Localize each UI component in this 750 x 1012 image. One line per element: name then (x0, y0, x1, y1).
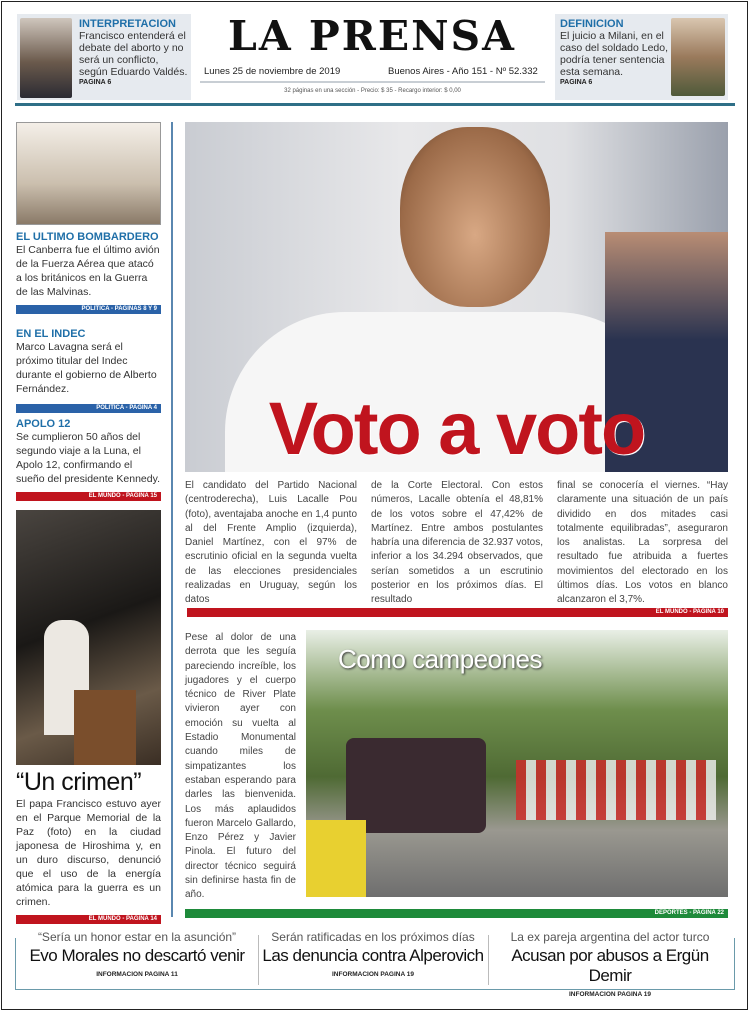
lectern (74, 690, 136, 765)
pope-headline: “Un crimen” (16, 768, 142, 796)
sidebar-heading: EN EL INDEC (16, 328, 86, 340)
bottom-page: INFORMACION PAGINA 19 (332, 971, 414, 978)
fans-flags (516, 760, 716, 820)
river-text: Pese al dolor de una derrota que les seguía pareciendo increíble, los jugadores y el cuerpo técnico de River Plate vivieron ayer con emoción su vuelta al Estadio Monumental cuando miles de simpatizantes los estaban esperando para darles las bienvenida. Los más aplaudidos fueron Marcelo Gallardo, Enzo Pérez y Javier Pinola. El futuro del director técnico seguirá sin definirse hasta fin de año. (185, 632, 296, 901)
sidebar-item-bombardero[interactable] (16, 231, 161, 314)
sidebar-heading: EL ULTIMO BOMBARDERO (16, 231, 159, 243)
photographer (306, 820, 366, 897)
teaser-kicker: INTERPRETACION (79, 18, 176, 30)
sidebar-item-apolo[interactable] (16, 418, 161, 501)
sidebar-text: Marco Lavagna será el próximo titular del Indec durante el gobierno de Alberto Fernández. (16, 341, 157, 395)
bottom-item-alperovich[interactable] (260, 930, 486, 978)
bomber-photo (16, 122, 161, 225)
candidate-face (400, 127, 550, 307)
masthead-rule (200, 81, 545, 83)
lead-section-bar[interactable]: EL MUNDO - PAGINA 10 (187, 608, 728, 617)
bottom-item-demir[interactable] (490, 930, 730, 998)
section-bar: POLITICA - PAGINA 4 (16, 404, 161, 413)
teaser-left[interactable] (17, 14, 191, 100)
lead-headline[interactable]: Voto a voto (268, 387, 645, 470)
bottom-headline: Las denuncia contra Alperovich (262, 946, 484, 965)
pope-story[interactable] (16, 768, 161, 924)
masthead-price: 32 páginas en una sección - Precio: $ 35 - Recargo interior: $ 0,00 (284, 88, 461, 94)
teaser-kicker: DEFINICION (560, 18, 624, 30)
teaser-page: PAGINA 6 (79, 79, 112, 86)
bottom-page: INFORMACION PAGINA 19 (569, 991, 651, 998)
section-bar: POLITICA - PAGINAS 8 Y 9 (16, 305, 161, 314)
lead-column-1: El candidato del Partido Nacional (centroderecha), Luis Lacalle Pou (foto), aventajaba anoche en 1,4 punto al del Frente Amplio (izquierda), Daniel Martínez, con el 97% de escrutinio oficial en la segunda vuelta de las elecciones presidenciales realizadas en Uruguay, según los datos (185, 480, 357, 606)
bottom-page: INFORMACION PAGINA 11 (96, 971, 178, 978)
bottom-item-evo[interactable] (18, 930, 256, 978)
bottom-kicker: “Sería un honor estar en la asunción” (37, 930, 237, 944)
teaser-text: Francisco entenderá el debate del aborto y no será un conflicto, según Eduardo Valdés. (79, 30, 188, 78)
sidebar-text: El Canberra fue el último avión de la Fuerza Aérea que atacó a los británicos en la Guerra de las Malvinas. (16, 244, 160, 298)
river-section-bar[interactable]: DEPORTES - PAGINA 22 (185, 909, 728, 918)
sidebar-heading: APOLO 12 (16, 418, 71, 430)
team-bus (346, 738, 486, 833)
pope-photo (16, 510, 161, 765)
bottom-divider (258, 935, 259, 985)
bottom-divider (488, 935, 489, 985)
column-divider (171, 122, 173, 917)
masthead-logo: LA PRENSA (228, 12, 516, 60)
masthead-edition: Buenos Aires - Año 151 - Nº 52.332 (388, 66, 538, 77)
sidebar-item-indec[interactable] (16, 328, 161, 413)
bottom-kicker: Serán ratificadas en los próximos días (271, 930, 475, 944)
teaser-right-photo (671, 18, 725, 96)
masthead-date: Lunes 25 de noviembre de 2019 (204, 66, 341, 77)
teaser-page: PAGINA 6 (560, 79, 593, 86)
teaser-right[interactable] (555, 14, 728, 100)
bottom-headline: Evo Morales no descartó venir (29, 946, 245, 965)
bottom-kicker: La ex pareja argentina del actor turco (510, 930, 710, 944)
lead-column-3: final se conocería el viernes. “Hay claramente una situación de un país dividido en dos mitades casi totalmente equilibradas”, aseguraron los analistas. La sorpresa del resultado fue atribuida a fuertes movimientos del electorado en los últimos días. Los votos en blanco alcanzaron el 3,7%. (557, 480, 728, 606)
pope-text: El papa Francisco estuvo ayer en el Parque Memorial de la Paz (foto) en la ciudad japonesa de Hiroshima y, en un duro discurso, denunció que el uso de la energía atómica para la guerra es un crimen. (16, 798, 161, 908)
river-headline[interactable]: Como campeones (338, 644, 542, 674)
header-rule (15, 103, 735, 106)
bottom-headline: Acusan por abusos a Ergün Demir (511, 946, 709, 985)
teaser-text: El juicio a Milani, en el caso del soldado Ledo, podría tener sentencia esta semana. (560, 30, 668, 78)
section-bar: EL MUNDO - PAGINA 14 (16, 915, 161, 924)
sidebar-text: Se cumplieron 50 años del segundo viaje a la Luna, el Apolo 12, confirmando el sueño del presidente Kennedy. (16, 431, 160, 485)
section-bar: EL MUNDO - PAGINA 15 (16, 492, 161, 501)
lead-column-2: de la Corte Electoral. Con estos números, Lacalle obtenía el 48,81% de los votos sobre el 47,42% de Martínez. Entre ambos postulantes habría una diferencia de 32.937 votos, inferior a los 34.294 observados, que serían sometidos a un escrutinio posterior en los próximos días. El resultado (371, 480, 543, 606)
teaser-left-photo (20, 18, 72, 98)
